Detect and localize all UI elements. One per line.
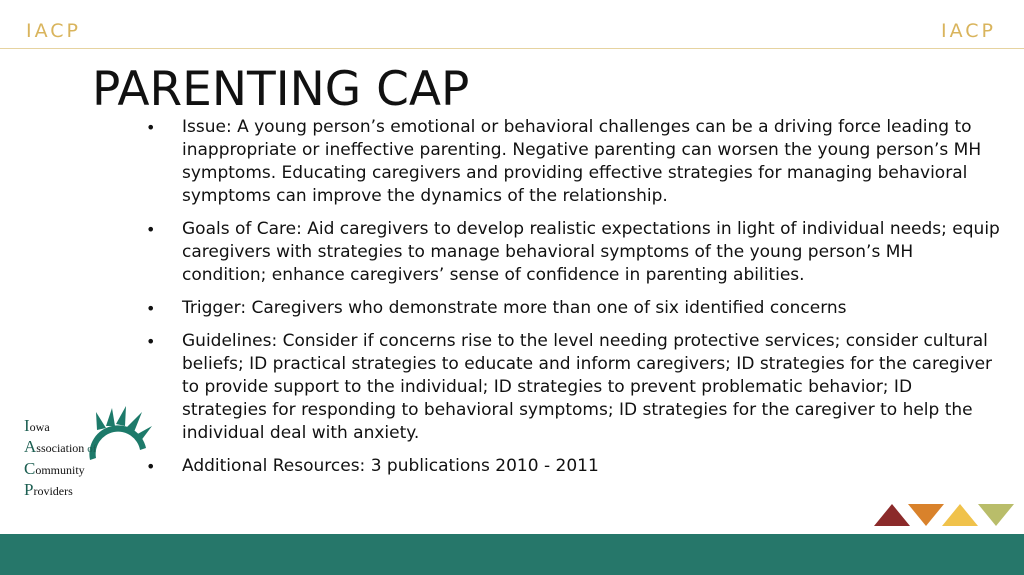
header-divider	[0, 48, 1024, 49]
bullet-text: Goals of Care: Aid caregivers to develop realistic expectations in light of individual needs; equip caregivers with strategies to manage behavioral symptoms of the young person’s MH condition; enhance caregivers’ sense of confidence in parenting abilities.	[182, 219, 1000, 285]
footer-bar	[0, 534, 1024, 575]
bullet-dot: •	[146, 220, 156, 239]
bullet-text: Guidelines: Consider if concerns rise to the level needing protective services; consider cultural beliefs; ID practical strategies to educate and inform caregivers; ID strategies for the caregiver to provide support to the individual; ID strategies to prevent problematic behavior; ID strategies for responding to behavioral symptoms; ID strategies for the caregiver to help the individual deal with anxiety.	[182, 331, 993, 443]
brand-right: IACP	[941, 20, 996, 42]
bullet-dot: •	[146, 457, 156, 476]
bullet-goals	[140, 218, 1000, 287]
triangle-red-icon	[874, 504, 910, 526]
bullet-dot: •	[146, 299, 156, 318]
bullet-text: Trigger: Caregivers who demonstrate more than one of six identified concerns	[182, 298, 847, 318]
bullet-guidelines	[140, 330, 1000, 445]
triangle-yellow-icon	[942, 504, 978, 526]
brand-left: IACP	[26, 20, 81, 42]
bullet-text: Issue: A young person’s emotional or behavioral challenges can be a driving force leading to inappropriate or ineffective parenting. Negative parenting can worsen the young person’s MH symptoms. Educating caregivers and providing effective strategies for managing behavioral symptoms can improve the dynamics of the relationship.	[182, 117, 982, 206]
bullet-list	[140, 116, 1000, 488]
bullet-dot: •	[146, 332, 156, 351]
triangle-green-icon	[978, 504, 1014, 526]
decorative-triangles	[874, 502, 1016, 528]
bullet-trigger	[140, 297, 1000, 320]
logo-wordmark: Iowa Association of Community Providers	[24, 416, 97, 499]
bullet-resources	[140, 455, 1000, 478]
bullet-dot: •	[146, 118, 156, 137]
slide-title: PARENTING CAP	[92, 62, 470, 117]
bullet-text: Additional Resources: 3 publications 2010 - 2011	[182, 456, 599, 476]
iacp-logo	[24, 404, 154, 499]
bullet-issue	[140, 116, 1000, 208]
triangle-orange-icon	[908, 504, 944, 526]
